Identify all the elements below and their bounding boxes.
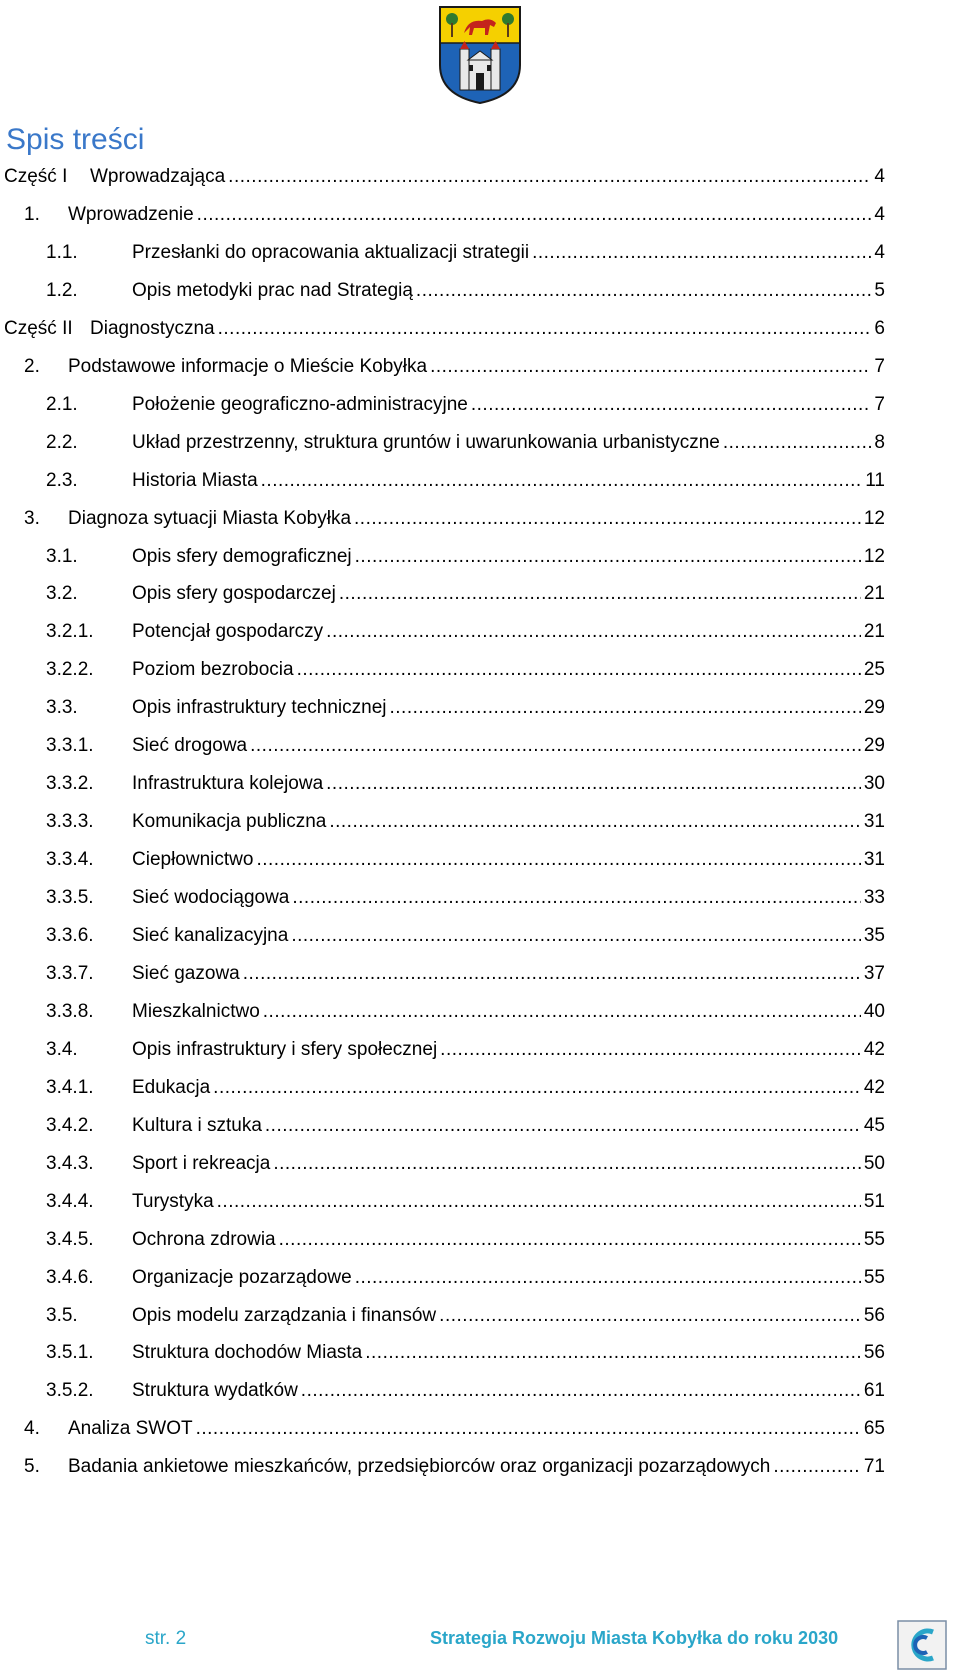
toc-entry[interactable] [46, 998, 885, 1026]
toc-entry-page: 21 [863, 621, 885, 643]
toc-entry[interactable] [46, 1377, 885, 1405]
toc-entry-page: 25 [863, 659, 885, 681]
toc-entry[interactable] [46, 922, 885, 950]
toc-entry[interactable] [24, 201, 885, 229]
toc-dot-leader [329, 808, 861, 836]
toc-entry-title: Struktura dochodów Miasta [132, 1342, 363, 1364]
toc-entry-number: 1.2. [46, 279, 78, 301]
toc-entry-number: 4. [24, 1418, 40, 1440]
toc-entry-title: Potencjał gospodarczy [132, 621, 324, 643]
toc-entry[interactable] [46, 277, 885, 305]
toc-dot-leader [355, 543, 861, 571]
toc-dot-leader [354, 505, 861, 533]
toc-dot-leader [273, 1150, 861, 1178]
toc-dot-leader [291, 922, 861, 950]
toc-entry-title: Przesłanki do opracowania aktualizacji strategii [132, 241, 530, 263]
toc-dot-leader [416, 277, 872, 305]
toc-entry-number: 3.4.2. [46, 1114, 94, 1136]
toc-entry-number: 2. [24, 355, 40, 377]
toc-dot-leader [723, 429, 872, 457]
toc-entry-number: 1. [24, 203, 40, 225]
toc-entry-title: Edukacja [132, 1076, 211, 1098]
toc-entry-page: 11 [865, 469, 885, 491]
toc-entry-number: 2.2. [46, 431, 78, 453]
toc-entry-page: 31 [863, 849, 885, 871]
toc-entry-title: Opis modelu zarządzania i finansów [132, 1304, 437, 1326]
toc-dot-leader [218, 315, 872, 343]
toc-dot-leader [263, 998, 861, 1026]
toc-entry[interactable] [46, 618, 885, 646]
toc-entry-page: 4 [874, 166, 885, 187]
toc-entry[interactable] [24, 353, 885, 381]
toc-entry-title: Sieć gazowa [132, 962, 240, 984]
toc-entry-number: 3.3.1. [46, 735, 94, 757]
toc-entry[interactable] [46, 656, 885, 684]
footer-page-number: str. 2 [145, 1628, 187, 1649]
toc-dot-leader [339, 580, 861, 608]
toc-entry-title: Ochrona zdrowia [132, 1228, 276, 1250]
toc-entry-number: 3. [24, 507, 40, 529]
toc-entry[interactable] [46, 1188, 885, 1216]
footer-document-title: Strategia Rozwoju Miasta Kobyłka do roku 2030 [430, 1628, 839, 1648]
toc-dot-leader [196, 1415, 861, 1443]
toc-entry[interactable] [46, 580, 885, 608]
toc-dot-leader [261, 467, 863, 495]
toc-entry-page: 55 [863, 1228, 885, 1250]
toc-entry-page: 45 [863, 1114, 885, 1136]
toc-entry-title: Mieszkalnictwo [132, 1000, 260, 1022]
toc-entry-title: Diagnostyczna [90, 317, 215, 339]
toc-entry-number: 3.1. [46, 545, 78, 567]
toc-dot-leader [390, 694, 861, 722]
toc-entry-page: 42 [863, 1038, 885, 1060]
toc-entry-page: 29 [863, 697, 885, 719]
toc-entry-page: 50 [863, 1152, 885, 1174]
toc-entry[interactable] [46, 1112, 885, 1140]
toc-entry[interactable] [46, 1074, 885, 1102]
toc-entry-page: 21 [863, 583, 885, 605]
toc-entry-title: Opis sfery demograficznej [132, 545, 352, 567]
toc-dot-leader [326, 618, 861, 646]
toc-dot-leader [439, 1302, 861, 1330]
toc-entry-number: Część I [4, 166, 68, 187]
toc-entry-page: 65 [863, 1418, 885, 1440]
toc-entry[interactable] [46, 808, 885, 836]
toc-entry-page: 37 [863, 962, 885, 984]
toc-entry-title: Kultura i sztuka [132, 1114, 262, 1136]
toc-dot-leader [301, 1377, 861, 1405]
toc-entry-title: Historia Miasta [132, 469, 258, 491]
toc-dot-leader [197, 201, 872, 229]
toc-entry[interactable] [46, 1226, 885, 1254]
toc-entry[interactable] [24, 1453, 885, 1481]
toc-entry-number: 2.1. [46, 393, 78, 415]
toc-entry[interactable] [46, 732, 885, 760]
toc-dot-leader [256, 846, 860, 874]
toc-entry[interactable] [46, 770, 885, 798]
toc-entry-number: 3.5.1. [46, 1342, 94, 1364]
toc-entry[interactable] [4, 315, 885, 343]
toc-entry-title: Sport i rekreacja [132, 1152, 271, 1174]
toc-entry[interactable] [46, 429, 885, 457]
coat-of-arms-logo [438, 5, 522, 105]
toc-entry[interactable] [24, 1415, 885, 1443]
toc-entry[interactable] [46, 467, 885, 495]
toc-entry-page: 12 [863, 507, 885, 529]
toc-entry[interactable] [46, 1302, 885, 1330]
toc-entry-number: 3.3.7. [46, 962, 94, 984]
toc-entry-title: Sieć kanalizacyjna [132, 925, 289, 946]
toc-dot-leader [228, 163, 871, 191]
toc-dot-leader [217, 1188, 861, 1216]
toc-entry-number: 3.3.5. [46, 887, 94, 909]
toc-dot-leader [773, 1453, 861, 1481]
toc-entry-page: 7 [874, 355, 885, 377]
toc-entry-number: 3.4.1. [46, 1076, 94, 1098]
toc-entry-title: Analiza SWOT [68, 1418, 193, 1440]
toc-entry[interactable] [46, 846, 885, 874]
toc-dot-leader [265, 1112, 861, 1140]
toc-entry-number: 3.2. [46, 583, 78, 605]
toc-dot-leader [243, 960, 861, 988]
page-footer [0, 1620, 960, 1660]
toc-entry-title: Ciepłownictwo [132, 849, 254, 871]
toc-entry-number: 3.5.2. [46, 1380, 94, 1402]
toc-entry-page: 29 [863, 735, 885, 757]
toc-entry-title: Sieć wodociągowa [132, 887, 290, 909]
toc-entry-number: 3.5. [46, 1304, 78, 1326]
toc-dot-leader [430, 353, 871, 381]
toc-entry-title: Układ przestrzenny, struktura gruntów i uwarunkowania urbanistyczne [132, 431, 720, 453]
toc-entry-page: 30 [863, 773, 885, 795]
toc-entry-page: 35 [863, 925, 885, 946]
toc-dot-leader [297, 656, 861, 684]
toc-dot-leader [292, 884, 860, 912]
toc-entry-title: Podstawowe informacje o Mieście Kobyłka [68, 355, 428, 377]
toc-entry-page: 33 [863, 887, 885, 909]
toc-entry-page: 42 [863, 1076, 885, 1098]
footer-logo-icon [897, 1620, 947, 1670]
toc-entry[interactable] [46, 1339, 885, 1367]
toc-entry[interactable] [46, 391, 885, 419]
toc-entry-page: 40 [863, 1000, 885, 1022]
toc-entry-title: Komunikacja publiczna [132, 811, 327, 833]
toc-entry-number: 3.2.1. [46, 621, 94, 643]
toc-entry[interactable] [24, 505, 885, 533]
toc-entry-title: Poziom bezrobocia [132, 659, 294, 681]
toc-entry-page: 4 [874, 241, 885, 263]
toc-entry-title: Opis infrastruktury i sfery społecznej [132, 1038, 438, 1060]
toc-entry[interactable] [46, 1036, 885, 1064]
toc-entry-page: 31 [863, 811, 885, 833]
toc-entry-number: 3.3. [46, 697, 78, 719]
toc-heading: Spis treści [6, 123, 145, 156]
toc-entry[interactable] [46, 1264, 885, 1292]
toc-entry[interactable] [46, 884, 885, 912]
toc-entry-page: 5 [874, 279, 885, 301]
toc-entry-number: 2.3. [46, 469, 78, 491]
toc-entry-title: Położenie geograficzno-administracyjne [132, 393, 468, 415]
toc-entry-page: 51 [863, 1190, 885, 1212]
toc-entry-title: Organizacje pozarządowe [132, 1266, 352, 1288]
toc-dot-leader [326, 770, 861, 798]
toc-dot-leader [213, 1074, 861, 1102]
toc-entry-title: Infrastruktura kolejowa [132, 773, 324, 795]
toc-entry-page: 12 [863, 545, 885, 567]
toc-dot-leader [532, 239, 871, 267]
toc-entry-page: 6 [874, 317, 885, 339]
toc-entry[interactable] [46, 960, 885, 988]
toc-entry-page: 4 [874, 203, 885, 225]
toc-entry[interactable] [46, 1150, 885, 1178]
toc-entry-title: Turystyka [132, 1190, 214, 1212]
toc-entry-title: Struktura wydatków [132, 1380, 298, 1402]
toc-entry-title: Badania ankietowe mieszkańców, przedsiębiorców oraz organizacji pozarządowych [68, 1456, 771, 1478]
toc-entry-number: 3.4.3. [46, 1152, 94, 1174]
toc-entry-page: 55 [863, 1266, 885, 1288]
toc-entry-title: Opis metodyki prac nad Strategią [132, 279, 413, 301]
toc-entry-number: 3.4.4. [46, 1190, 94, 1212]
toc-dot-leader [471, 391, 872, 419]
toc-entry-page: 56 [863, 1342, 885, 1364]
toc-entry-title: Wprowadzenie [68, 203, 194, 225]
toc-entry-title: Opis infrastruktury technicznej [132, 697, 387, 719]
toc-entry[interactable] [4, 163, 885, 191]
toc-entry-page: 7 [874, 393, 885, 415]
toc-entry-title: Opis sfery gospodarczej [132, 583, 336, 605]
toc-entry-page: 56 [863, 1304, 885, 1326]
toc-entry-page: 71 [863, 1456, 885, 1478]
toc-dot-leader [250, 732, 861, 760]
toc-dot-leader [279, 1226, 861, 1254]
toc-entry-number: 3.4.5. [46, 1228, 94, 1250]
toc-entry-number: 3.3.6. [46, 925, 94, 946]
toc-entry-number: 3.3.2. [46, 773, 94, 795]
toc-entry-number: 3.4. [46, 1038, 78, 1060]
toc-entry-number: 3.3.8. [46, 1000, 94, 1022]
toc-entry-number: 3.4.6. [46, 1266, 94, 1288]
toc-entry-number: 3.3.3. [46, 811, 94, 833]
toc-entry-title: Sieć drogowa [132, 735, 248, 757]
toc-dot-leader [440, 1036, 861, 1064]
toc-dot-leader [355, 1264, 861, 1292]
toc-entry-number: 3.2.2. [46, 659, 94, 681]
toc-entry[interactable] [46, 239, 885, 267]
toc-entry-page: 8 [874, 431, 885, 453]
toc-entry-page: 61 [863, 1380, 885, 1402]
toc-entry-number: 5. [24, 1456, 40, 1478]
toc-entry-title: Diagnoza sytuacji Miasta Kobyłka [68, 507, 352, 529]
toc-entry[interactable] [46, 694, 885, 722]
toc-entry-number: 1.1. [46, 241, 78, 263]
toc-entry-title: Wprowadzająca [90, 166, 226, 187]
toc-entry-number: 3.3.4. [46, 849, 94, 871]
toc-dot-leader [365, 1339, 861, 1367]
toc-entry-number: Część II [4, 317, 73, 339]
toc-entry[interactable] [46, 543, 885, 571]
